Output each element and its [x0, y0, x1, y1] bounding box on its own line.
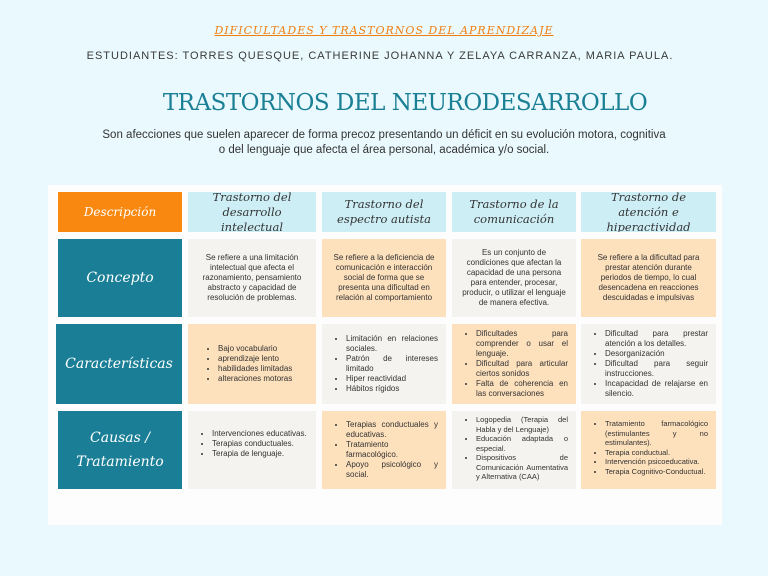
- list-item: • Terapias conductuales.: [212, 439, 308, 449]
- list-item: • Incapacidad de relajarse en silencio.: [605, 379, 708, 399]
- caracteristicas-intelectual: [188, 324, 316, 404]
- list-item: • Tratamiento farmacológico (estimulantes y no estimulantes).: [605, 419, 708, 448]
- column-header-autista: Trastorno del espectro autista: [322, 192, 446, 232]
- list-item: • Dispositivos de Comunicación Aumentativa y Alternativa (CAA): [476, 453, 568, 482]
- concepto-comunicacion: Es un conjunto de condiciones que afectan la capacidad de una persona para entender, procesar, producir, o utilizar el lenguaje de manera efectiva.: [452, 239, 576, 317]
- row-header-causas: Causas / Tratamiento: [58, 411, 182, 489]
- list-item: • Falta de coherencia en las conversaciones: [476, 379, 568, 399]
- row-header-concepto: Concepto: [58, 239, 182, 317]
- column-header-comunicacion: Trastorno de la comunicación: [452, 192, 576, 232]
- caracteristicas-comunicacion: [452, 324, 576, 404]
- list-item: • habilidades limitadas: [218, 364, 308, 374]
- causas-comunicacion: [452, 411, 576, 489]
- list-item: • Educación adaptada o especial.: [476, 434, 568, 453]
- list-item: • Tratamiento farmacológico.: [346, 440, 438, 460]
- comparison-table: [48, 185, 722, 525]
- row-header-caracteristicas: Características: [56, 324, 182, 404]
- document-topic: DIFICULTADES Y TRASTORNOS DEL APRENDIZAJE: [214, 24, 554, 37]
- list-item: • Dificultad para seguir instrucciones.: [605, 359, 708, 379]
- causas-autista: [322, 411, 446, 489]
- list-item: • Logopedia (Terapia del Habla y del Lenguaje): [476, 415, 568, 434]
- caracteristicas-tdah: [581, 324, 716, 404]
- causas-tdah: [581, 411, 716, 489]
- concepto-autista: Se refiere a la deficiencia de comunicación e interacción social de forma que se presenta una dificultad en relación al comportamiento: [322, 239, 446, 317]
- list-item: • Desorganización: [605, 349, 708, 359]
- list-item: • Bajo vocabulario: [218, 344, 308, 354]
- list-item: • Hábitos rígidos: [346, 384, 438, 394]
- list-item: • Terapia conductual.: [605, 448, 708, 458]
- list-item: • Dificultades para comprender o usar el lenguaje.: [476, 329, 568, 359]
- list-item: • Limitación en relaciones sociales.: [346, 334, 438, 354]
- list-item: • Patrón de intereses limitado: [346, 354, 438, 374]
- causas-intelectual: [188, 411, 316, 489]
- concepto-tdah: Se refiere a la dificultad para prestar atención durante periodos de tiempo, lo cual desencadena en reacciones descuidadas e impulsivas: [581, 239, 716, 317]
- list-item: • Terapia de lenguaje.: [212, 449, 308, 459]
- list-item: • Intervenciones educativas.: [212, 429, 308, 439]
- list-item: • Intervención psicoeducativa.: [605, 457, 708, 467]
- column-header-intelectual: Trastorno del desarrollo intelectual: [188, 192, 316, 232]
- list-item: • Dificultad para prestar atención a los detalles.: [605, 329, 708, 349]
- list-item: • Apoyo psicológico y social.: [346, 460, 438, 480]
- list-item: • Hiper reactividad: [346, 374, 438, 384]
- page-title: TRASTORNOS DEL NEURODESARROLLO: [162, 90, 648, 116]
- concepto-intelectual: Se refiere a una limitación intelectual que afecta el razonamiento, pensamiento abstracto y capacidad de resolución de problemas.: [188, 239, 316, 317]
- list-item: • Terapia Cognitivo-Conductual.: [605, 467, 708, 477]
- list-item: • aprendizaje lento: [218, 354, 308, 364]
- caracteristicas-autista: [322, 324, 446, 404]
- column-header-tdah: Trastorno de atención e hiperactividad: [581, 192, 716, 232]
- table-corner-header: Descripción: [58, 192, 182, 232]
- intro-paragraph: Son afecciones que suelen aparecer de forma precoz presentando un déficit en su evolución motora, cognitiva o del lenguaje que afecta el área personal, académica y/o social.: [102, 129, 666, 156]
- students-line: ESTUDIANTES: TORRES QUESQUE, CATHERINE JOHANNA Y ZELAYA CARRANZA, MARIA PAULA.: [86, 50, 674, 62]
- list-item: • Terapias conductuales y educativas.: [346, 420, 438, 440]
- list-item: • Dificultad para articular ciertos sonidos: [476, 359, 568, 379]
- list-item: • alteraciones motoras: [218, 374, 308, 384]
